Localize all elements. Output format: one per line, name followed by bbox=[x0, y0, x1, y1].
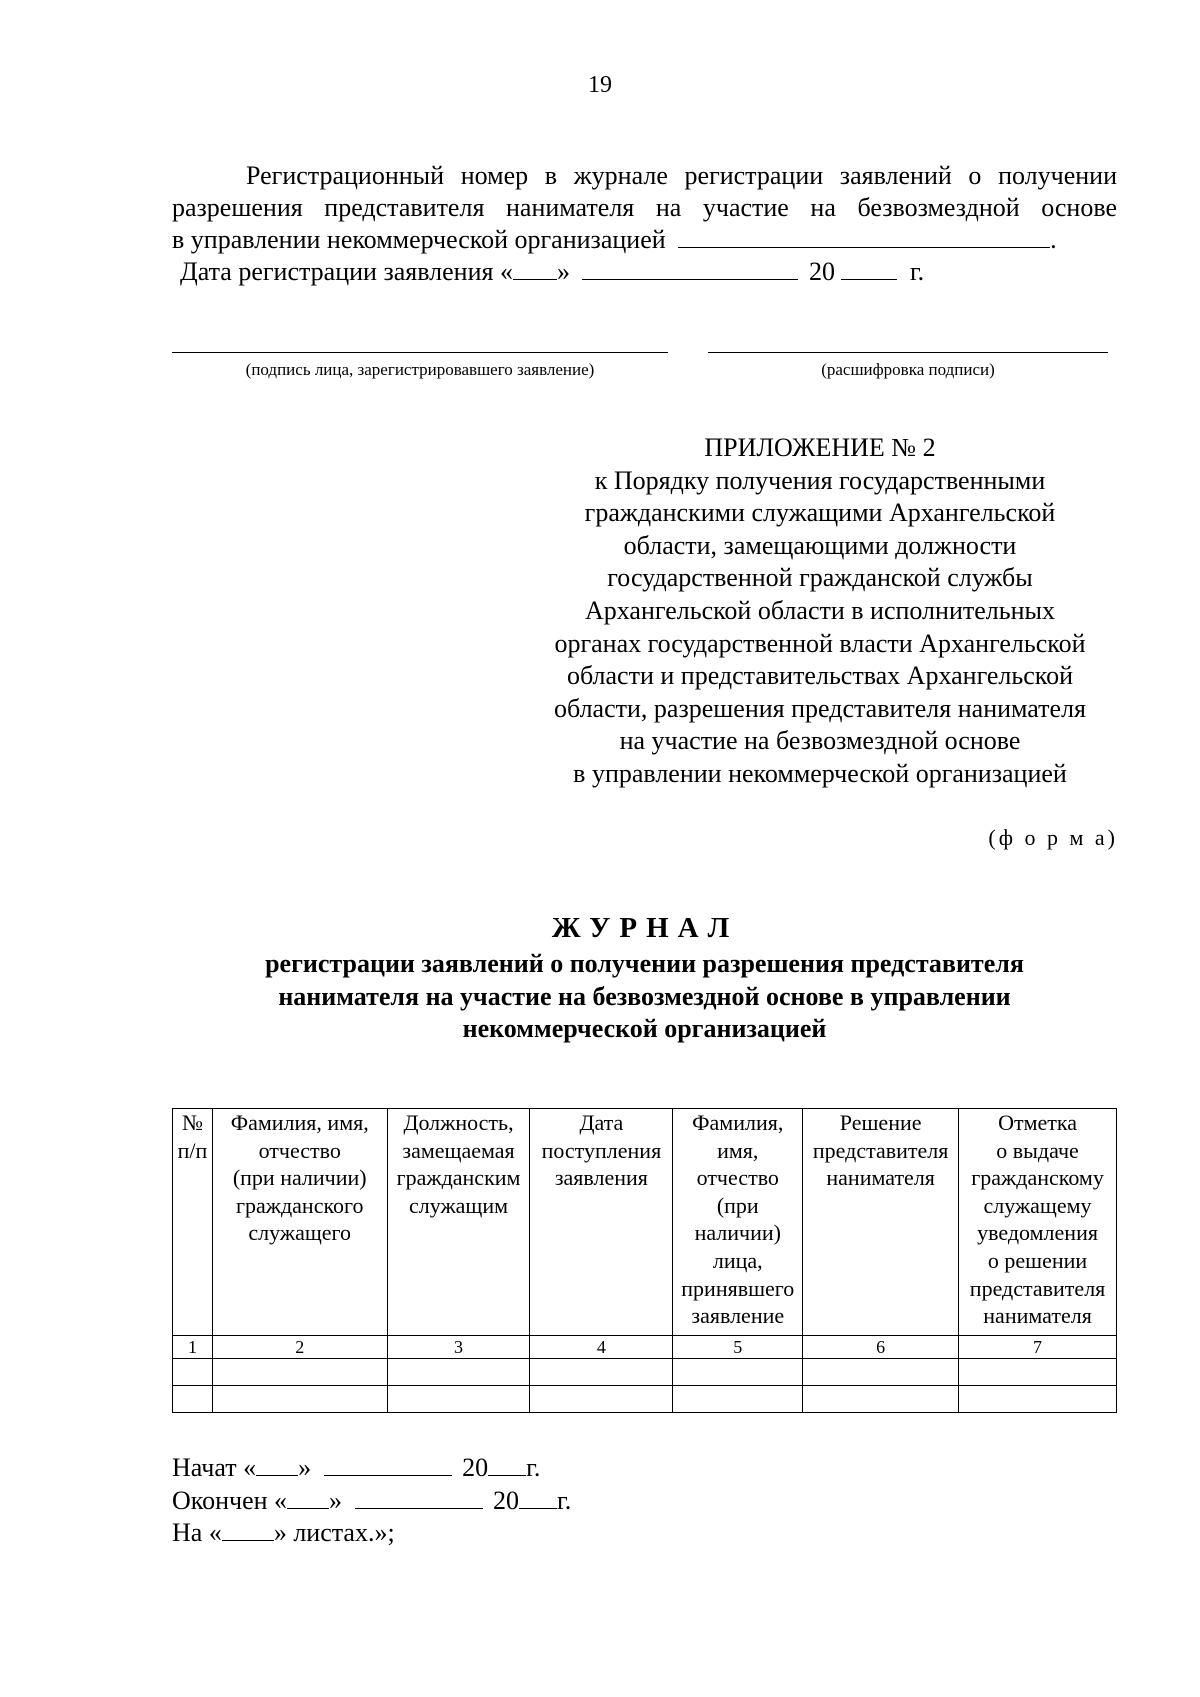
column-header-line: Решение bbox=[839, 1110, 922, 1135]
sheets-count-blank[interactable] bbox=[222, 1518, 274, 1541]
column-header-line: принявшего bbox=[681, 1275, 795, 1301]
journal-footer bbox=[172, 1452, 571, 1550]
ended-year-suffix: г. bbox=[557, 1485, 572, 1515]
ended-line bbox=[172, 1485, 571, 1518]
column-header-line: представителя bbox=[812, 1137, 949, 1163]
journal-subtitle bbox=[172, 948, 1117, 1046]
registration-month-blank[interactable] bbox=[582, 257, 798, 280]
column-header bbox=[803, 1109, 959, 1336]
registration-end-dot: . bbox=[1050, 225, 1057, 254]
column-header-line: гражданским bbox=[396, 1165, 521, 1191]
column-header-line: Должность, bbox=[403, 1110, 514, 1135]
table-cell[interactable] bbox=[387, 1386, 530, 1413]
column-number-row bbox=[173, 1336, 1117, 1359]
table-cell[interactable] bbox=[173, 1359, 213, 1386]
table-cell[interactable] bbox=[212, 1386, 387, 1413]
column-header-line: о решении bbox=[987, 1247, 1088, 1273]
registration-last-line: в управлении некоммерческой организацией bbox=[172, 225, 666, 254]
column-header-line: служащим bbox=[408, 1192, 509, 1218]
column-number: 3 bbox=[387, 1336, 530, 1359]
appendix-line: области, замещающими должности bbox=[623, 530, 1017, 560]
column-header-line: имя, bbox=[717, 1137, 759, 1163]
column-header-line: гражданского bbox=[235, 1192, 364, 1218]
appendix-title: ПРИЛОЖЕНИЕ № 2 bbox=[704, 433, 936, 462]
column-header-line: служащего bbox=[248, 1220, 352, 1246]
registration-day-blank[interactable] bbox=[513, 257, 557, 280]
started-month-blank[interactable] bbox=[324, 1453, 452, 1476]
started-label: Начат « bbox=[172, 1453, 257, 1482]
column-header-line: отчество bbox=[258, 1137, 341, 1163]
started-year-prefix: 20 bbox=[462, 1453, 489, 1482]
column-number: 2 bbox=[212, 1336, 387, 1359]
started-line bbox=[172, 1452, 571, 1485]
journal-subtitle-line: регистрации заявлений о получении разрешения представителя bbox=[265, 949, 1024, 978]
ended-year-blank[interactable] bbox=[519, 1486, 557, 1509]
column-header-line: (при наличии) bbox=[232, 1165, 367, 1191]
column-number: 7 bbox=[959, 1336, 1117, 1359]
table-cell[interactable] bbox=[803, 1386, 959, 1413]
column-header-line: заявление bbox=[691, 1303, 785, 1329]
sheets-suffix: » листах.»; bbox=[273, 1518, 395, 1547]
form-label: (ф о р м а) bbox=[988, 825, 1118, 850]
column-header-line: Фамилия, bbox=[692, 1110, 784, 1135]
registration-year-prefix: 20 bbox=[808, 257, 835, 286]
ended-quote: » bbox=[329, 1485, 343, 1515]
column-header-line: заявления bbox=[554, 1165, 648, 1191]
column-header-line: нанимателя bbox=[826, 1165, 935, 1191]
appendix-line: к Порядку получения государственными bbox=[594, 465, 1046, 495]
signature-line[interactable] bbox=[172, 352, 668, 353]
journal-title bbox=[0, 912, 1200, 945]
journal-subtitle-line: некоммерческой организацией bbox=[462, 1014, 827, 1043]
table-header-row bbox=[173, 1109, 1117, 1336]
column-header-line: уведомления bbox=[977, 1220, 1098, 1246]
table-row bbox=[173, 1386, 1117, 1413]
appendix-line: Архангельской области в исполнительных bbox=[585, 595, 1055, 625]
column-header bbox=[959, 1109, 1117, 1336]
table-cell[interactable] bbox=[387, 1359, 530, 1386]
table-cell[interactable] bbox=[673, 1359, 803, 1386]
ended-year-prefix: 20 bbox=[493, 1485, 520, 1515]
registration-date-line bbox=[172, 256, 1117, 288]
appendix-line: органах государственной власти Архангельской bbox=[554, 628, 1086, 658]
table-cell[interactable] bbox=[173, 1386, 213, 1413]
journal-title-text: ЖУРНАЛ bbox=[551, 912, 739, 944]
column-header-line: лица, bbox=[712, 1247, 763, 1273]
column-header bbox=[173, 1109, 213, 1336]
registration-year-suffix: г. bbox=[909, 257, 925, 286]
registration-line-3 bbox=[172, 224, 1117, 256]
table-cell[interactable] bbox=[959, 1359, 1117, 1386]
column-header-line: Фамилия, имя, bbox=[230, 1110, 369, 1135]
journal-table bbox=[172, 1108, 1117, 1413]
registration-year-blank[interactable] bbox=[841, 257, 897, 280]
column-header-line: поступления bbox=[541, 1137, 662, 1163]
appendix-line: государственной гражданской службы bbox=[607, 563, 1033, 593]
appendix-line: на участие на безвозмездной основе bbox=[619, 726, 1021, 756]
table-cell[interactable] bbox=[530, 1359, 673, 1386]
table-cell[interactable] bbox=[803, 1359, 959, 1386]
sheets-label: На « bbox=[172, 1518, 222, 1547]
appendix-line: гражданскими служащими Архангельской bbox=[584, 498, 1056, 528]
registration-date-label: Дата регистрации заявления « bbox=[180, 257, 513, 286]
sheets-line bbox=[172, 1517, 571, 1550]
column-header-line: нанимателя bbox=[983, 1303, 1092, 1329]
journal-subtitle-line: нанимателя на участие на безвозмездной основе в управлении bbox=[278, 981, 1011, 1011]
column-header-line: гражданскому bbox=[971, 1165, 1104, 1191]
table-row bbox=[173, 1359, 1117, 1386]
column-number: 6 bbox=[803, 1336, 959, 1359]
registration-line-2: разрешения представителя нанимателя на участие на безвозмездной основе bbox=[172, 193, 1117, 222]
registration-line-1: Регистрационный номер в журнале регистрации заявлений о получении bbox=[246, 161, 1117, 190]
signature-decoding-line[interactable] bbox=[708, 352, 1108, 353]
table-cell[interactable] bbox=[959, 1386, 1117, 1413]
registration-number-blank[interactable] bbox=[678, 225, 1050, 248]
started-quote: » bbox=[298, 1453, 312, 1482]
column-number: 5 bbox=[673, 1336, 803, 1359]
table-cell[interactable] bbox=[212, 1359, 387, 1386]
signature-caption: (подпись лица, зарегистрировавшего заявление) bbox=[245, 360, 595, 379]
ended-label: Окончен « bbox=[172, 1485, 288, 1515]
column-header-line: Дата bbox=[579, 1110, 624, 1135]
column-header-line: (при bbox=[716, 1192, 759, 1218]
signature-decoding-caption: (расшифровка подписи) bbox=[821, 360, 995, 379]
column-header bbox=[673, 1109, 803, 1336]
column-header bbox=[212, 1109, 387, 1336]
column-header-line: № bbox=[181, 1110, 203, 1135]
column-header-line: отчество bbox=[696, 1165, 779, 1191]
column-header-line: представителя bbox=[969, 1275, 1106, 1301]
appendix-line: области, разрешения представителя нанимателя bbox=[554, 693, 1086, 723]
column-header-line: п/п bbox=[177, 1137, 208, 1163]
appendix-line: в управлении некоммерческой организацией bbox=[573, 758, 1067, 788]
ended-day-blank[interactable] bbox=[287, 1486, 329, 1509]
ended-month-blank[interactable] bbox=[355, 1486, 483, 1509]
registration-block bbox=[172, 160, 1117, 288]
column-header-line: наличии) bbox=[694, 1220, 781, 1246]
column-header-line: замещаемая bbox=[402, 1137, 515, 1163]
column-header-line: служащему bbox=[983, 1192, 1092, 1218]
table-cell[interactable] bbox=[530, 1386, 673, 1413]
column-header-line: о выдаче bbox=[996, 1137, 1079, 1163]
appendix-line: области и представительствах Архангельской bbox=[566, 661, 1074, 691]
appendix-block bbox=[520, 432, 1120, 791]
table-cell[interactable] bbox=[673, 1386, 803, 1413]
column-header-line: Отметка bbox=[998, 1110, 1078, 1135]
column-header bbox=[387, 1109, 530, 1336]
started-day-blank[interactable] bbox=[256, 1453, 298, 1476]
started-year-blank[interactable] bbox=[488, 1453, 526, 1476]
registration-date-quote: » bbox=[556, 257, 570, 286]
started-year-suffix: г. bbox=[526, 1453, 541, 1482]
column-header bbox=[530, 1109, 673, 1336]
column-number: 4 bbox=[530, 1336, 673, 1359]
column-number: 1 bbox=[173, 1336, 213, 1359]
page-number: 19 bbox=[588, 72, 612, 98]
